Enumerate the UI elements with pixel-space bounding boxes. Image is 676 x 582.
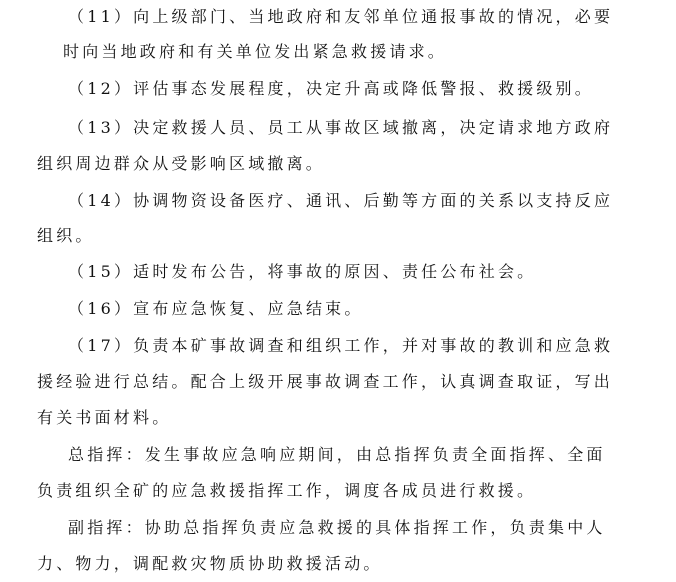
paragraph-12: （12）评估事态发展程度，决定升高或降低警报、救援级别。 (68, 79, 594, 98)
paragraph-13-line-2: 组织周边群众从受影响区域撤离。 (37, 154, 326, 173)
paragraph-15: （15）适时发布公告，将事故的原因、责任公布社会。 (68, 262, 537, 281)
paragraph-17-line-1: （17）负责本矿事故调查和组织工作，并对事故的教训和应急救 (68, 336, 614, 355)
commander-line-1: 总指挥：发生事故应急响应期间，由总指挥负责全面指挥、全面 (68, 445, 606, 464)
deputy-commander-line-2: 力、物力，调配救灾物质协助救援活动。 (37, 554, 383, 573)
paragraph-13-line-1: （13）决定救援人员、员工从事故区域撤离，决定请求地方政府 (68, 118, 614, 137)
paragraph-17-line-3: 有关书面材料。 (37, 408, 172, 427)
paragraph-14-line-2: 组织。 (37, 226, 95, 245)
paragraph-11-line-1: （11）向上级部门、当地政府和友邻单位通报事故的情况，必要 (68, 7, 614, 26)
paragraph-17-line-2: 援经验进行总结。配合上级开展事故调查工作，认真调查取证，写出 (37, 372, 614, 391)
paragraph-11-line-2: 时向当地政府和有关单位发出紧急救援请求。 (63, 42, 448, 61)
commander-line-2: 负责组织全矿的应急救援指挥工作，调度各成员进行救援。 (37, 481, 537, 500)
paragraph-16: （16）宣布应急恢复、应急结束。 (68, 299, 364, 318)
paragraph-14-line-1: （14）协调物资设备医疗、通讯、后勤等方面的关系以支持反应 (68, 191, 614, 210)
deputy-commander-line-1: 副指挥：协助总指挥负责应急救援的具体指挥工作，负责集中人 (68, 518, 606, 537)
